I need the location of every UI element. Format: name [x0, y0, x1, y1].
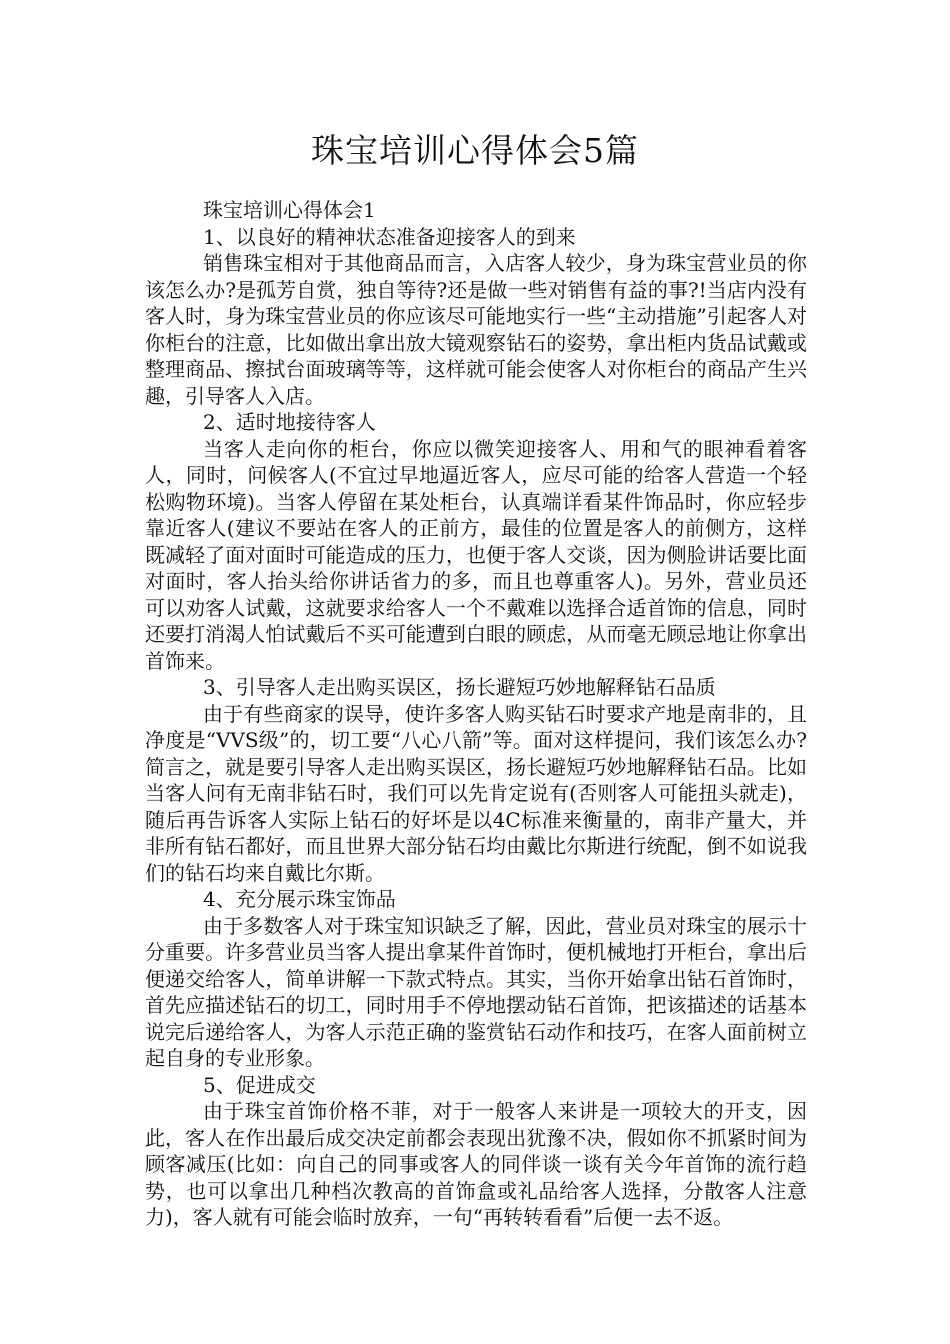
- section-heading-1: 1、以良好的精神状态准备迎接客人的到来: [203, 224, 576, 249]
- section-paragraph-5: 由于珠宝首饰价格不菲，对于一般客人来讲是一项较大的开支，因此，客人在作出最后成交决定前都会表现出犹豫不决，假如你不抓紧时间为顾客减压(比如：向自己的同事或客人的同伴谈一谈有关今年首饰的流行趋势，也可以拿出几种档次教高的首饰盒或礼品给客人选择，分散客人注意力)，客人就有可能会临时放弃，一句“再转转看看”后便一去不返。: [145, 1099, 807, 1229]
- section-heading-5: 5、促进成交: [203, 1072, 316, 1097]
- section-paragraph-1: 销售珠宝相对于其他商品而言，入店客人较少，身为珠宝营业员的你该怎么办?是孤芳自赏，独自等待?还是做一些对销售有益的事?!当店内没有客人时，身为珠宝营业员的你应该尽可能地实行一些“主动措施”引起客人对你柜台的注意，比如做出拿出放大镜观察钻石的姿势，拿出柜内货品试戴或整理商品、擦拭台面玻璃等等，这样就可能会使客人对你柜台的商品产生兴趣，引导客人入店。: [145, 251, 807, 408]
- section-heading-4: 4、充分展示珠宝饰品: [203, 887, 396, 911]
- document-title: 珠宝培训心得体会5篇: [311, 131, 639, 170]
- section-heading-2: 2、适时地接待客人: [203, 410, 376, 434]
- document-body: [145, 197, 807, 1231]
- article-subtitle: 珠宝培训心得体会1: [203, 198, 376, 222]
- section-paragraph-2: 当客人走向你的柜台，你应以微笑迎接客人、用和气的眼神看着客人，同时，问候客人(不宜过早地逼近客人，应尽可能的给客人营造一个轻松购物环境)。当客人停留在某处柜台，认真端详看某件饰品时，你应轻步靠近客人(建议不要站在客人的正前方，最佳的位置是客人的前侧方，这样既减轻了面对面时可能造成的压力，也便于客人交谈，因为侧脸讲话要比面对面时，客人抬头给你讲话省力的多，而且也尊重客人)。另外，营业员还可以劝客人试戴，这就要求给客人一个不戴难以选择合适首饰的信息，同时还要打消渴人怕试戴后不买可能遭到白眼的顾虑，从而毫无顾忌地让你拿出首饰来。: [145, 436, 807, 673]
- section-paragraph-3: 由于有些商家的误导，使许多客人购买钻石时要求产地是南非的，且净度是“VVS级”的，切工要“八心八箭”等。面对这样提问，我们该怎么办?简言之，就是要引导客人走出购买误区，扬长避短巧妙地解释钻石品。比如当客人问有无南非钻石时，我们可以先肯定说有(否则客人可能扭头就走)，随后再告诉客人实际上钻石的好坏是以4C标准来衡量的，南非产量大，并非所有钻石都好，而且世界大部分钻石均由戴比尔斯进行统配，倒不如说我们的钻石均来自戴比尔斯。: [145, 701, 807, 885]
- section-paragraph-4: 由于多数客人对于珠宝知识缺乏了解，因此，营业员对珠宝的展示十分重要。许多营业员当客人提出拿某件首饰时，便机械地打开柜台，拿出后便递交给客人，简单讲解一下款式特点。其实，当你开始拿出钻石首饰时，首先应描述钻石的切工，同时用手不停地摆动钻石首饰，把该描述的话基本说完后递给客人，为客人示范正确的鉴赏钻石动作和技巧，在客人面前树立起自身的专业形象。: [145, 913, 807, 1070]
- section-heading-3: 3、引导客人走出购买误区，扬长避短巧妙地解释钻石品质: [203, 675, 716, 699]
